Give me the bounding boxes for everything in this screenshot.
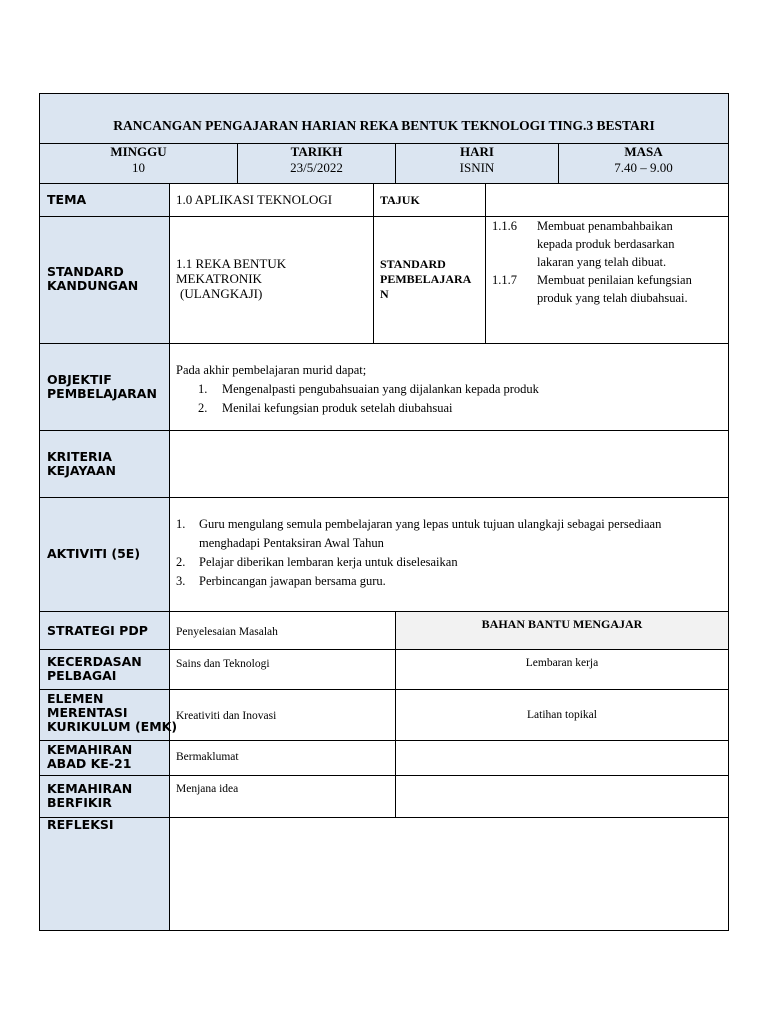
aktiviti-label: AKTIVITI (5E) xyxy=(47,546,141,561)
tarikh-value: 23/5/2022 xyxy=(290,160,343,175)
masa-label: MASA xyxy=(624,144,663,159)
list-item: 2. Menilai kefungsian produk setelah diubahsuai xyxy=(198,401,453,415)
standard-pembelajaran-list xyxy=(492,217,724,307)
objektif-label: OBJEKTIF PEMBELAJARAN xyxy=(47,372,157,401)
emk-bbm: Latihan topikal xyxy=(527,709,597,721)
bbm-header: BAHAN BANTU MENGAJAR xyxy=(481,617,643,631)
abad21-label: KEMAHIRAN ABAD KE-21 xyxy=(47,742,133,771)
list-item: 1. Mengenalpasti pengubahsuaian yang dijalankan kepada produk xyxy=(198,382,539,396)
aktiviti-list xyxy=(176,515,724,591)
tema-label: TEMA xyxy=(47,192,87,207)
hari-label: HARI xyxy=(460,144,494,159)
page-title: RANCANGAN PENGAJARAN HARIAN REKA BENTUK TEKNOLOGI TING.3 BESTARI xyxy=(113,118,655,133)
berfikir-label: KEMAHIRAN BERFIKIR xyxy=(47,781,133,810)
list-item: 1.1.7 Membuat penilaian kefungsian produk yang telah diubahsuai. xyxy=(492,273,692,305)
masa-value: 7.40 – 9.00 xyxy=(614,160,673,175)
minggu-value: 10 xyxy=(132,160,145,175)
list-item: 2. Pelajar diberikan lembaran kerja untuk diselesaikan xyxy=(176,555,458,569)
emk-value: Kreativiti dan Inovasi xyxy=(176,710,277,722)
abad21-value: Bermaklumat xyxy=(176,751,239,763)
standard-pembelajaran-label: STANDARD PEMBELAJARA N xyxy=(380,257,472,301)
tema-value: 1.0 APLIKASI TEKNOLOGI xyxy=(176,192,333,207)
emk-label: ELEMEN MERENTASI KURIKULUM (EMK) xyxy=(47,691,178,734)
kecerdasan-label: KECERDASAN PELBAGAI xyxy=(47,654,142,683)
list-item: 3. Perbincangan jawapan bersama guru. xyxy=(176,574,386,588)
tajuk-label: TAJUK xyxy=(380,193,420,207)
strategi-value: Penyelesaian Masalah xyxy=(176,626,278,638)
objektif-intro: Pada akhir pembelajaran murid dapat; xyxy=(176,363,367,377)
hari-value: ISNIN xyxy=(459,160,495,175)
tarikh-label: TARIKH xyxy=(290,144,343,159)
refleksi-label: REFLEKSI xyxy=(47,817,114,832)
kecerdasan-bbm: Lembaran kerja xyxy=(525,657,599,669)
standard-kandungan-label: STANDARD KANDUNGAN xyxy=(47,264,139,293)
kriteria-label: KRITERIA KEJAYAAN xyxy=(47,449,117,478)
objektif-content xyxy=(176,361,539,418)
kecerdasan-value: Sains dan Teknologi xyxy=(176,658,270,670)
list-item: 1. Guru mengulang semula pembelajaran yang lepas untuk tujuan ulangkaji sebagai persediaan menghadapi Pentaksiran Awal Tahun xyxy=(176,517,662,550)
minggu-label: MINGGU xyxy=(110,144,167,159)
standard-kandungan-value: 1.1 REKA BENTUK MEKATRONIK (ULANGKAJI) xyxy=(176,256,287,301)
list-item: 1.1.6 Membuat penambahbaikan kepada produk berdasarkan lakaran yang telah dibuat. xyxy=(492,219,675,269)
strategi-label: STRATEGI PDP xyxy=(47,623,148,638)
berfikir-value: Menjana idea xyxy=(176,783,239,795)
